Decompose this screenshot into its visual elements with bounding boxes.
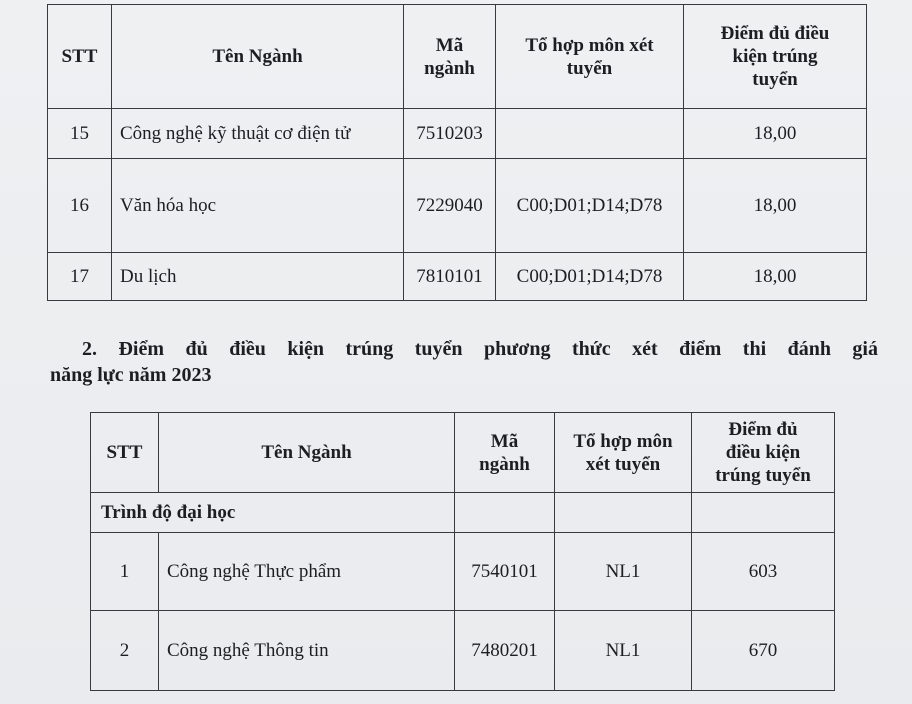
cell-major-code: 7810101 (404, 253, 496, 301)
section-label: Trình độ đại học (91, 493, 159, 533)
admission-score-table-2 (90, 412, 835, 691)
cell-stt: 1 (91, 533, 159, 611)
section-row (91, 493, 835, 533)
cell-subject-combination: NL1 (555, 611, 692, 691)
header-subject-combination: Tổ hợp môn xét tuyển (555, 413, 692, 493)
table-row (48, 253, 867, 301)
table-row (48, 159, 867, 253)
cell-subject-combination (496, 109, 684, 159)
cell-admission-score: 18,00 (684, 253, 867, 301)
header-admission-score: Điểm đủ điều kiện trúng tuyển (692, 413, 835, 493)
table-header-row (48, 5, 867, 109)
cell-stt: 16 (48, 159, 112, 253)
cell-major-name: Du lịch (112, 253, 404, 301)
admission-score-table-1 (47, 4, 867, 301)
cell-major-name: Công nghệ Thực phẩm (159, 533, 455, 611)
cell-major-name: Công nghệ Thông tin (159, 611, 455, 691)
section-heading (50, 336, 878, 388)
header-major-code: Mã ngành (455, 413, 555, 493)
table-header-row (91, 413, 835, 493)
cell-major-code: 7540101 (455, 533, 555, 611)
cell-stt: 2 (91, 611, 159, 691)
cell-major-name: Văn hóa học (112, 159, 404, 253)
cell-stt: 15 (48, 109, 112, 159)
cell-subject-combination: C00;D01;D14;D78 (496, 253, 684, 301)
cell-major-code: 7480201 (455, 611, 555, 691)
header-major-code: Mã ngành (404, 5, 496, 109)
header-major-name: Tên Ngành (112, 5, 404, 109)
cell-admission-score: 670 (692, 611, 835, 691)
header-subject-combination: Tổ hợp môn xét tuyển (496, 5, 684, 109)
cell-admission-score: 18,00 (684, 109, 867, 159)
cell-major-name: Công nghệ kỹ thuật cơ điện tử (112, 109, 404, 159)
cell-major-code: 7229040 (404, 159, 496, 253)
section-heading-line-2: năng lực năm 2023 (50, 364, 212, 386)
table-row (91, 533, 835, 611)
cell-stt: 17 (48, 253, 112, 301)
cell-admission-score: 603 (692, 533, 835, 611)
table-row (91, 611, 835, 691)
cell-subject-combination: NL1 (555, 533, 692, 611)
header-stt: STT (48, 5, 112, 109)
cell-major-code: 7510203 (404, 109, 496, 159)
section-heading-line-1: 2. Điểm đủ điều kiện trúng tuyển phương thức xét điểm thi đánh giá (82, 338, 878, 360)
cell-admission-score: 18,00 (684, 159, 867, 253)
header-admission-score: Điểm đủ điều kiện trúng tuyển (684, 5, 867, 109)
cell-subject-combination: C00;D01;D14;D78 (496, 159, 684, 253)
table-row (48, 109, 867, 159)
header-major-name: Tên Ngành (159, 413, 455, 493)
header-stt: STT (91, 413, 159, 493)
